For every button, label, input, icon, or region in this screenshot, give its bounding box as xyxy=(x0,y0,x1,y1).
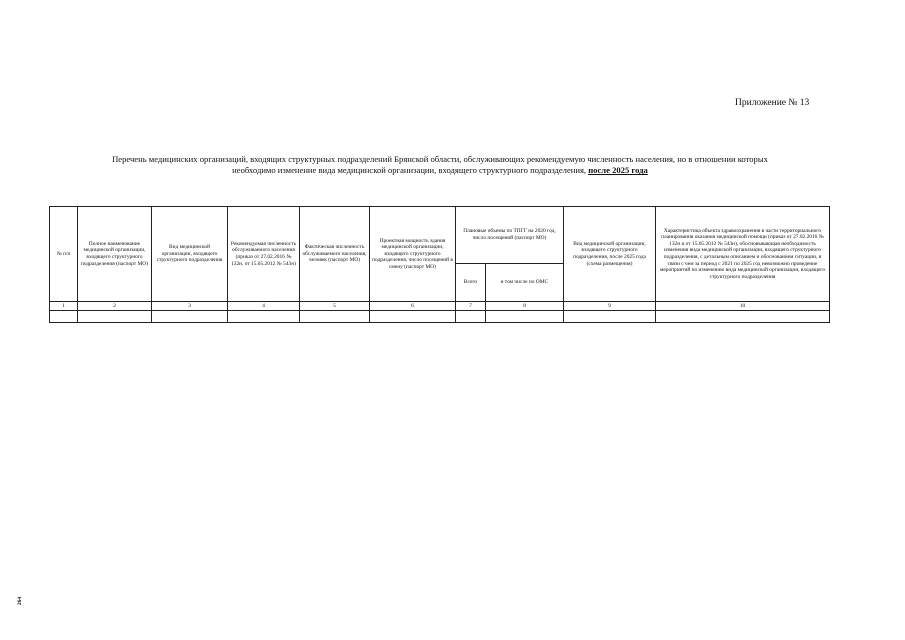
empty-cell xyxy=(456,311,486,323)
column-number: 1 xyxy=(50,302,78,311)
column-number: 6 xyxy=(370,302,456,311)
column-numbers-row xyxy=(50,302,830,311)
empty-cell xyxy=(486,311,564,323)
appendix-label: Приложение № 13 xyxy=(735,98,810,108)
header-org-type-after-2025: Вид медицинской организации, входящего структурного подразделения, после 2025 года (схема размещения) xyxy=(564,207,656,302)
header-planned-total: Всего xyxy=(456,264,486,302)
empty-cell xyxy=(370,311,456,323)
title-emphasis: после 2025 года xyxy=(588,165,648,175)
empty-cell xyxy=(300,311,370,323)
header-characteristics: Характеристика объекта здравоохранения в части территориального планирования оказания медицинской помощи (приказ от 27.02.2016 № 132н и от 15.05.2012 № 543н), обосновывающая необходимость изменения вида медицинской организации, входящего структурного подразделения, с детальным описанием и обоснованием ситуации, в связи с чем за период с 2021 по 2025 год невозможно проведение мероприятий по изменению вида медицинской организации, входящего структурного подразделения xyxy=(656,207,830,302)
empty-cell xyxy=(78,311,152,323)
column-number: 3 xyxy=(152,302,228,311)
header-actual-population: Фактическая численность обслуживаемого населения, человек (паспорт МО) xyxy=(300,207,370,302)
header-org-name: Полное наименование медицинской организации, входящего структурного подразделения (паспорт МО) xyxy=(78,207,152,302)
empty-cell xyxy=(564,311,656,323)
column-number: 5 xyxy=(300,302,370,311)
header-design-capacity: Проектная мощность здания медицинской организации, входящего структурного подразделения, число посещений в смену (паспорт МО) xyxy=(370,207,456,302)
column-number: 4 xyxy=(228,302,300,311)
empty-cell xyxy=(656,311,830,323)
organizations-table xyxy=(49,206,830,323)
title-line-1: Перечень медицинских организаций, входящих структурных подразделений Брянской области, обслуживающих рекомендуемую численность населения, но в отношении которых xyxy=(112,154,768,164)
title-line-2-text: необходимо изменение вида медицинской организации, входящего структурного подразделения, xyxy=(232,165,589,175)
table-row xyxy=(50,311,830,323)
header-number: № п/п xyxy=(50,207,78,302)
title-line-2 xyxy=(40,165,840,176)
empty-cell xyxy=(50,311,78,323)
column-number: 10 xyxy=(656,302,830,311)
page-number: 264 xyxy=(17,596,24,606)
header-recommended-population: Рекомендуемая численность обслуживаемого населения (приказ от 27.02.2016 № 132н, от 15.05.2012 № 543н) xyxy=(228,207,300,302)
header-planned-oms: в том числе по ОМС xyxy=(486,264,564,302)
column-number: 2 xyxy=(78,302,152,311)
header-planned-volumes: Плановые объемы по ТПГГ на 2020 год, число посещений (паспорт МО) xyxy=(456,207,564,264)
empty-cell xyxy=(228,311,300,323)
column-number: 8 xyxy=(486,302,564,311)
document-title xyxy=(40,154,840,176)
column-number: 9 xyxy=(564,302,656,311)
empty-cell xyxy=(152,311,228,323)
column-number: 7 xyxy=(456,302,486,311)
header-org-type: Вид медицинской организации, входящего структурного подразделения xyxy=(152,207,228,302)
